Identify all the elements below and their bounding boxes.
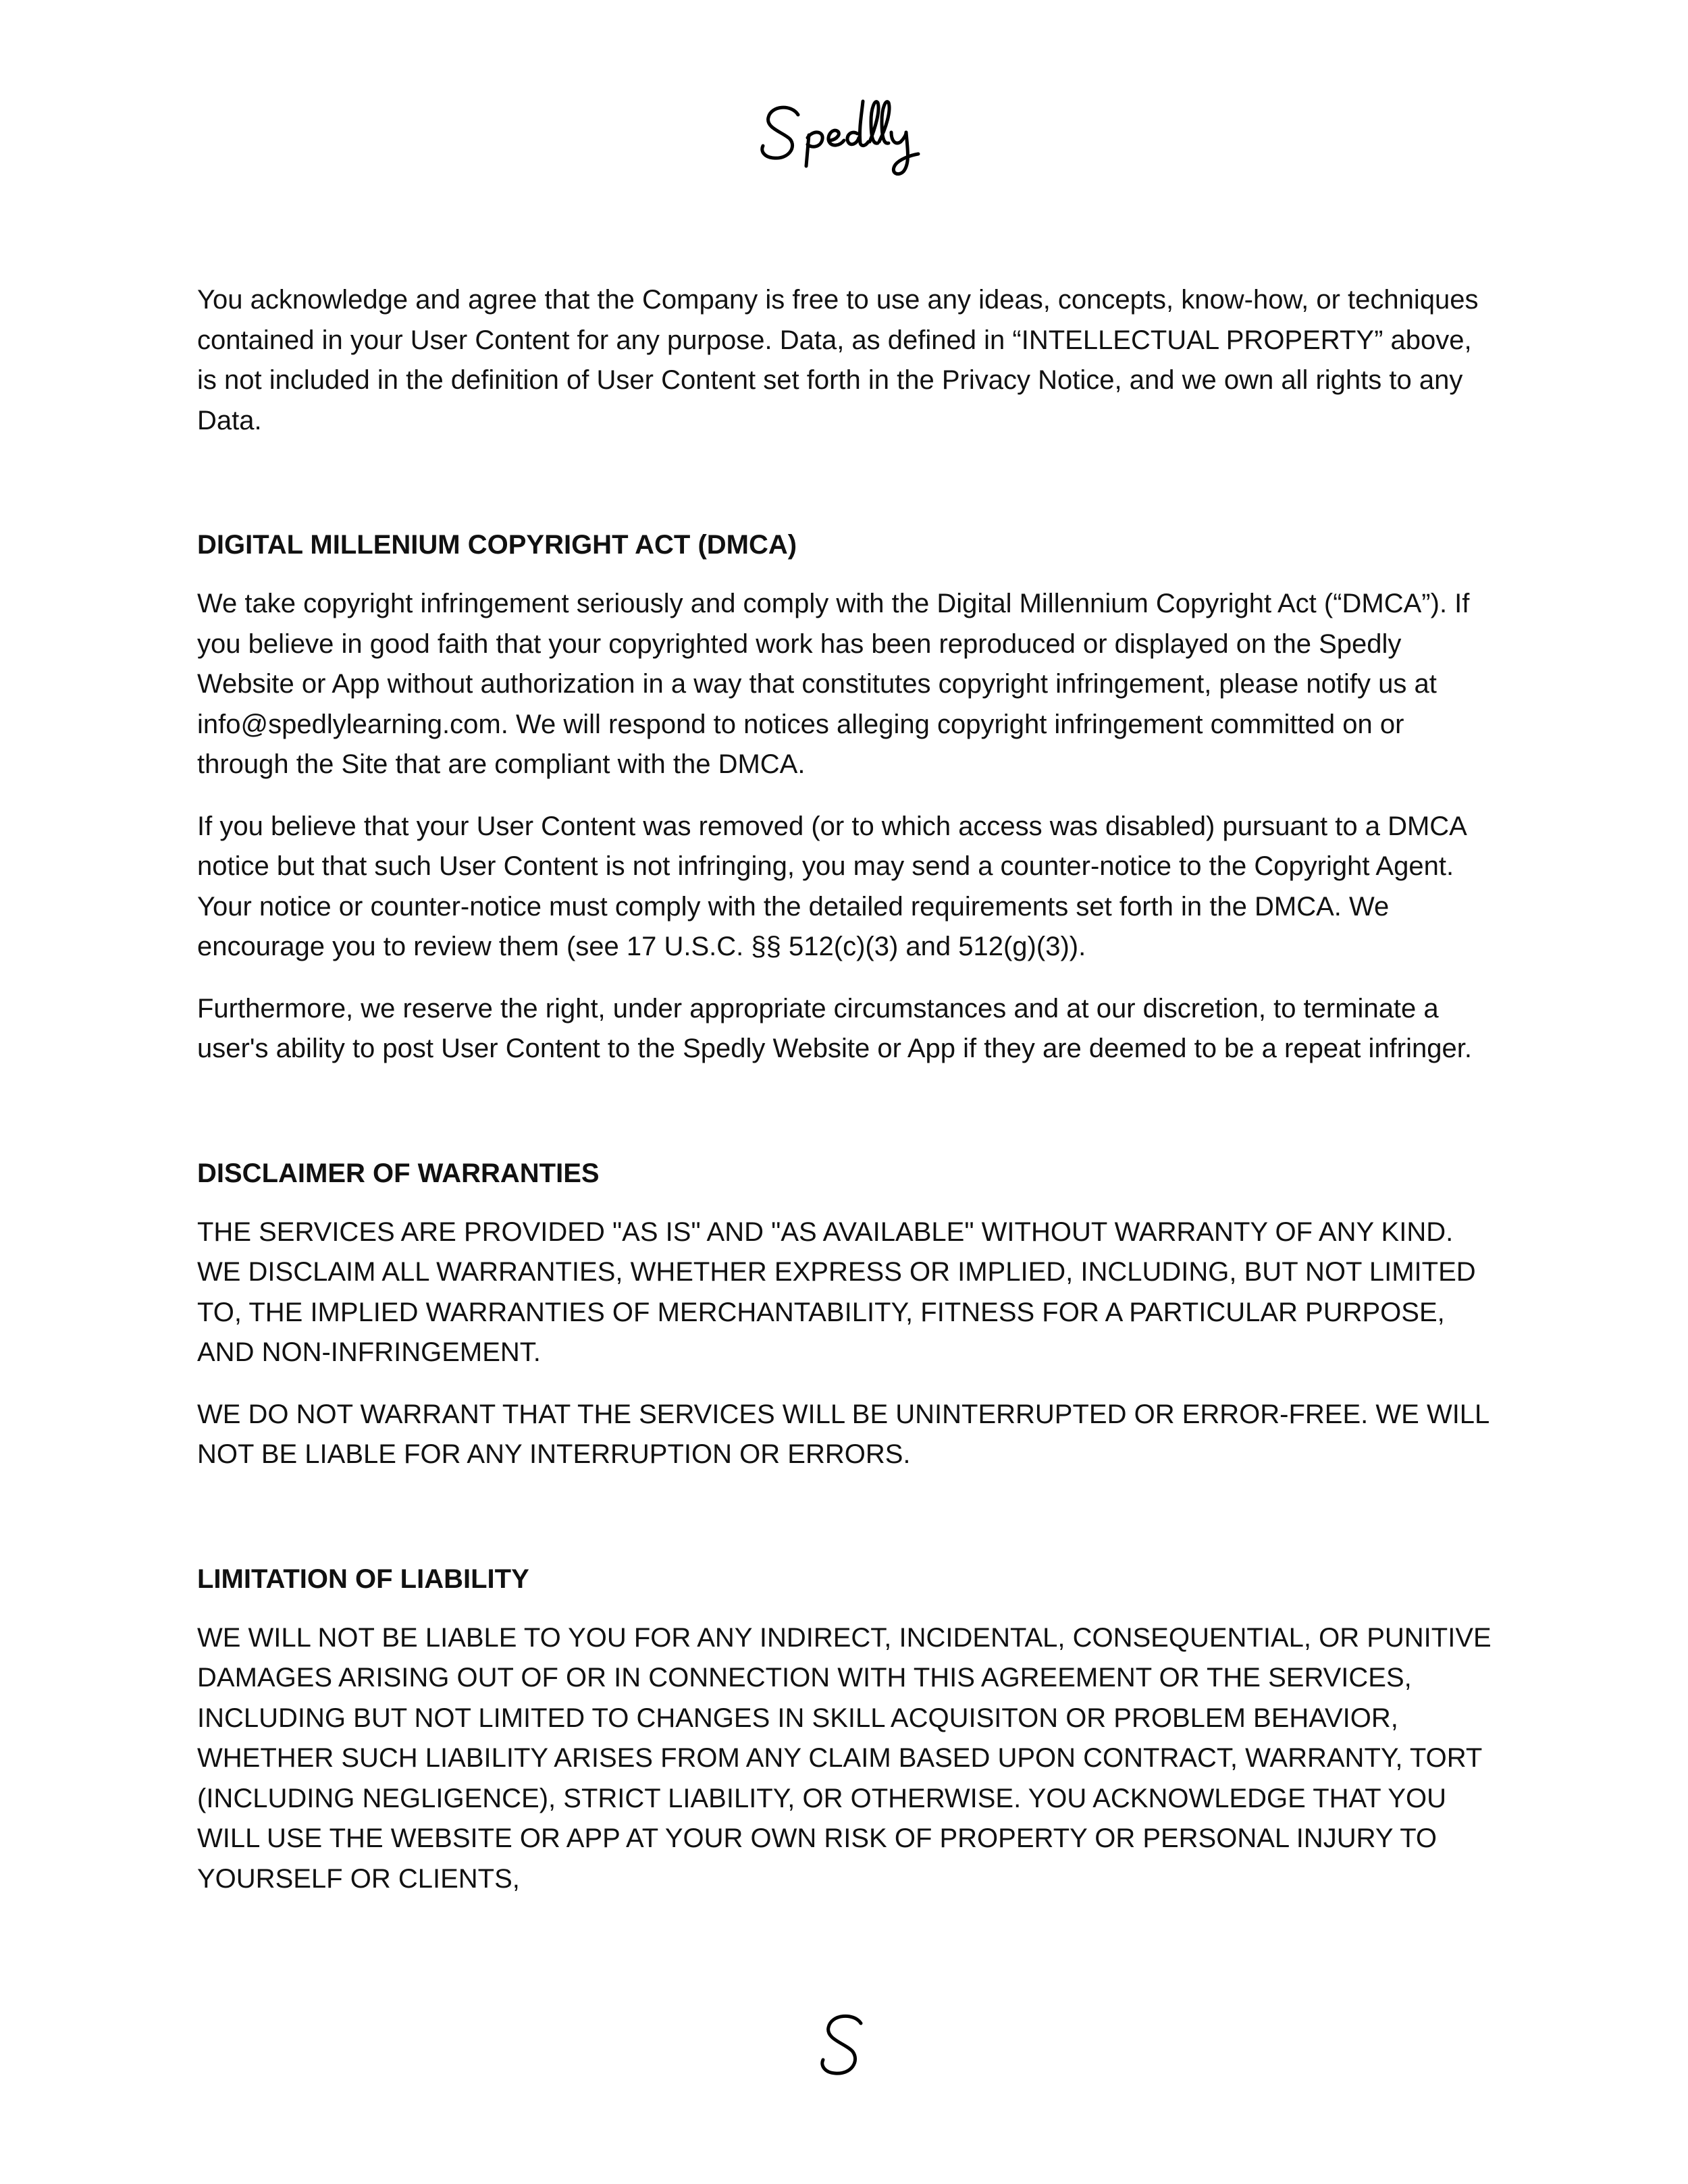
paragraph: THE SERVICES ARE PROVIDED "AS IS" AND "AS AVAILABLE" WITHOUT WARRANTY OF ANY KIND. WE DISCLAIM ALL WARRANTIES, WHETHER EXPRESS OR IMPLIED, INCLUDING, BUT NOT LIMITED TO, THE IMPLIED WARRANTIES OF MERCHANTABILITY, FITNESS FOR A PARTICULAR PURPOSE, AND NON-INFRINGEMENT. <box>197 1217 1476 1367</box>
section-dmca <box>197 525 1494 1069</box>
spedly-logo-icon <box>756 88 932 189</box>
footer-logo <box>0 2008 1688 2086</box>
section-limitation <box>197 1559 1494 1900</box>
header-logo <box>0 88 1688 192</box>
section-disclaimer <box>197 1153 1494 1475</box>
section-heading: DIGITAL MILLENIUM COPYRIGHT ACT (DMCA) <box>197 530 797 560</box>
spedly-s-monogram-icon <box>814 2008 874 2083</box>
paragraph: WE WILL NOT BE LIABLE TO YOU FOR ANY INDIRECT, INCIDENTAL, CONSEQUENTIAL, OR PUNITIVE DAMAGES ARISING OUT OF OR IN CONNECTION WITH THIS AGREEMENT OR THE SERVICES, INCLUDING BUT NOT LIMITED TO CHANGES IN SKILL ACQUISITON OR PROBLEM BEHAVIOR, WHETHER SUCH LIABILITY ARISES FROM ANY CLAIM BASED UPON CONTRACT, WARRANTY, TORT (INCLUDING NEGLIGENCE), STRICT LIABILITY, OR OTHERWISE. YOU ACKNOWLEDGE THAT YOU WILL USE THE WEBSITE OR APP AT YOUR OWN RISK OF PROPERTY OR PERSONAL INJURY TO YOURSELF OR CLIENTS, <box>197 1622 1492 1894</box>
paragraph: Furthermore, we reserve the right, under appropriate circumstances and at our discretion, to terminate a user's ability to post User Content to the Spedly Website or App if they are deemed to be a repeat infringer. <box>197 993 1472 1063</box>
paragraph: You acknowledge and agree that the Company is free to use any ideas, concepts, know-how, or techniques contained in your User Content for any purpose. Data, as defined in “INTELLECTUAL PROPERTY” above, is not included in the definition of User Content set forth in the Privacy Notice, and we own all rights to any Data. <box>197 285 1479 435</box>
section-user-content <box>197 280 1494 441</box>
paragraph: We take copyright infringement seriously and comply with the Digital Millennium Copyright Act (“DMCA”). If you believe in good faith that your copyrighted work has been reproduced or displayed on the Spedly Website or App without authorization in a way that constitutes copyright infringement, please notify us at info@spedlylearning.com. We will respond to notices alleging copyright infringement committed on or through the Site that are compliant with the DMCA. <box>197 589 1470 779</box>
section-heading: LIMITATION OF LIABILITY <box>197 1564 529 1594</box>
paragraph: WE DO NOT WARRANT THAT THE SERVICES WILL BE UNINTERRUPTED OR ERROR-FREE. WE WILL NOT BE LIABLE FOR ANY INTERRUPTION OR ERRORS. <box>197 1399 1489 1469</box>
section-heading: DISCLAIMER OF WARRANTIES <box>197 1158 600 1188</box>
paragraph: If you believe that your User Content was removed (or to which access was disabled) pursuant to a DMCA notice but that such User Content is not infringing, you may send a counter-notice to the Copyright Agent. Your notice or counter-notice must comply with the detailed requirements set forth in the DMCA. We encourage you to review them (see 17 U.S.C. §§ 512(c)(3) and 512(g)(3)). <box>197 811 1466 961</box>
document-body <box>197 280 1494 1921</box>
